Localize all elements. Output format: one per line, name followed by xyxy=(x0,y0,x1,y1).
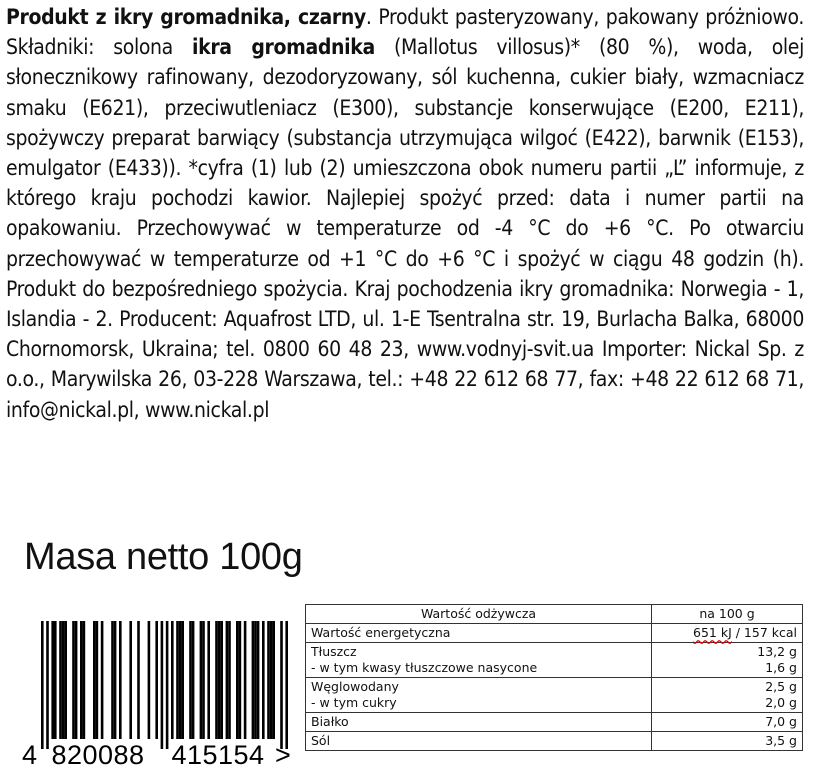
nutrition-row-protein xyxy=(306,713,803,732)
barcode-bar xyxy=(155,621,158,739)
ingredient-ikra: ikra gromadnika xyxy=(192,35,375,60)
barcode-end-mark: > xyxy=(275,740,291,770)
barcode-bar xyxy=(161,621,164,749)
barcode-bar xyxy=(252,621,255,739)
barcode-bar xyxy=(96,621,99,739)
fat-values xyxy=(652,643,803,678)
barcode-bar xyxy=(226,621,229,739)
ingredients-text xyxy=(6,2,804,425)
fat-cell xyxy=(306,643,652,678)
barcode-bar xyxy=(80,621,83,739)
barcode-bar xyxy=(148,621,151,739)
barcode-bar xyxy=(200,621,203,739)
nutrition-table xyxy=(305,604,803,751)
carb-value: 2,5 g xyxy=(765,679,797,694)
nutrition-header-value: na 100 g xyxy=(652,605,803,624)
barcode-bar xyxy=(54,621,57,739)
barcode-bar xyxy=(83,621,86,739)
ingredients-part-2: (Mallotus villosus)* (80 %), woda, olej słonecznikowy rafinowany, dezodoryzowany, sól kuchenna, cukier biały, wzmacniacz smaku (E621), przeciwutleniacz (E300), substancje konserwujące (E200, E211), spożywczy preparat barwiący (substancja utrzymująca wilgoć (E422), barwnik (E153), emulgator (E433)). *cyfra (1) lub (2) umieszczona obok numeru partii „L” informuje, z którego kraju pochodzi kawior. Najlepiej spożyć przed: data i numer partii na opakowaniu. Przechowywać w temperaturze od -4 °C do +6 °C. Po otwarciu przechowywać w temperaturze od +1 °C do +6 °C i spożyć w ciągu 48 godzin (h). Produkt do bezpośredniego spożycia. Kraj pochodzenia ikry gromadnika: Norwegia - 1, Islandia - 2. Producent: Aquafrost LTD, ul. 1-E Tsentralna str. 19, Burlacha Balka, 68000 Chornomorsk, Ukraina; tel. 0800 60 48 23, www.vodnyj-svit.ua Importer: Nickal Sp. z o.o., Marywilska 26, 03-228 Warszawa, tel.: +48 22 612 68 77, fax: +48 22 612 68 71, info@nickal.pl, www.nickal.pl xyxy=(6,35,804,422)
barcode-bar xyxy=(218,621,221,739)
barcode-bar xyxy=(267,621,270,739)
barcode-bar xyxy=(202,621,205,739)
barcode-bar xyxy=(129,621,132,739)
barcode-bar xyxy=(166,621,169,749)
barcode-bar xyxy=(114,621,117,739)
barcode-bar xyxy=(189,621,192,739)
nutrition-row-energy xyxy=(306,624,803,643)
barcode-bar xyxy=(64,621,67,739)
barcode-bars xyxy=(41,621,288,749)
energy-kj: 651 kJ xyxy=(693,625,732,640)
sugar-value: 2,0 g xyxy=(765,695,797,710)
salt-label: Sól xyxy=(306,732,652,751)
barcode-bar xyxy=(215,621,218,739)
saturated-fat-label: - w tym kwasy tłuszczowe nasycone xyxy=(311,660,538,675)
barcode-bar xyxy=(137,621,140,739)
fat-value: 13,2 g xyxy=(757,644,797,659)
barcode-bar xyxy=(207,621,210,739)
barcode-bar xyxy=(101,621,104,739)
energy-label: Wartość energetyczna xyxy=(306,624,652,643)
barcode-bar xyxy=(119,621,122,739)
barcode-bar xyxy=(171,621,174,739)
barcode-bar xyxy=(62,621,65,739)
barcode-bar xyxy=(59,621,62,739)
energy-value xyxy=(652,624,803,643)
barcode-digits-left: 820088 xyxy=(51,740,145,770)
energy-kcal: / 157 kcal xyxy=(731,625,797,640)
barcode-bar xyxy=(51,621,54,739)
barcode-bar xyxy=(257,621,260,739)
barcode-bar xyxy=(46,621,49,749)
product-name: Produkt z ikry gromadnika, czarny xyxy=(6,5,366,29)
nutrition-row-salt xyxy=(306,732,803,751)
carb-values xyxy=(652,678,803,713)
net-weight: Masa netto 100g xyxy=(24,536,303,578)
carb-cell xyxy=(306,678,652,713)
ingredients-part-1: . Produkt pasteryzowany, pakowany próżniowo. Składniki: solona xyxy=(6,5,804,60)
barcode-bar xyxy=(254,621,257,739)
protein-label: Białko xyxy=(306,713,652,732)
barcode-bar xyxy=(280,621,283,749)
barcode-bar xyxy=(236,621,239,739)
barcode-bar xyxy=(179,621,182,739)
barcode-bar xyxy=(72,621,75,739)
barcode-bar xyxy=(285,621,288,749)
nutrition-row-fat xyxy=(306,643,803,678)
protein-value: 7,0 g xyxy=(652,713,803,732)
barcode-bar xyxy=(272,621,275,739)
barcode-bar xyxy=(220,621,223,739)
barcode-bar xyxy=(181,621,184,739)
barcode xyxy=(22,621,294,771)
nutrition-header-label: Wartość odżywcza xyxy=(306,605,652,624)
barcode-bar xyxy=(93,621,96,739)
salt-value: 3,5 g xyxy=(652,732,803,751)
barcode-bar xyxy=(75,621,78,739)
barcode-bar xyxy=(244,621,247,739)
barcode-bar xyxy=(176,621,179,739)
barcode-bar xyxy=(262,621,265,739)
saturated-fat-value: 1,6 g xyxy=(765,660,797,675)
barcode-bar xyxy=(192,621,195,739)
nutrition-row-carbs xyxy=(306,678,803,713)
barcode-bar xyxy=(228,621,231,739)
barcode-digits-right: 415154 xyxy=(171,740,265,770)
barcode-bar xyxy=(41,621,44,749)
barcode-bar xyxy=(239,621,242,739)
sugar-label: - w tym cukry xyxy=(311,695,397,710)
carb-label: Węglowodany xyxy=(311,679,399,694)
barcode-digit-first: 4 xyxy=(22,740,38,770)
nutrition-header-row xyxy=(306,605,803,624)
barcode-bar xyxy=(111,621,114,739)
fat-label: Tłuszcz xyxy=(311,644,357,659)
barcode-bar xyxy=(270,621,273,739)
